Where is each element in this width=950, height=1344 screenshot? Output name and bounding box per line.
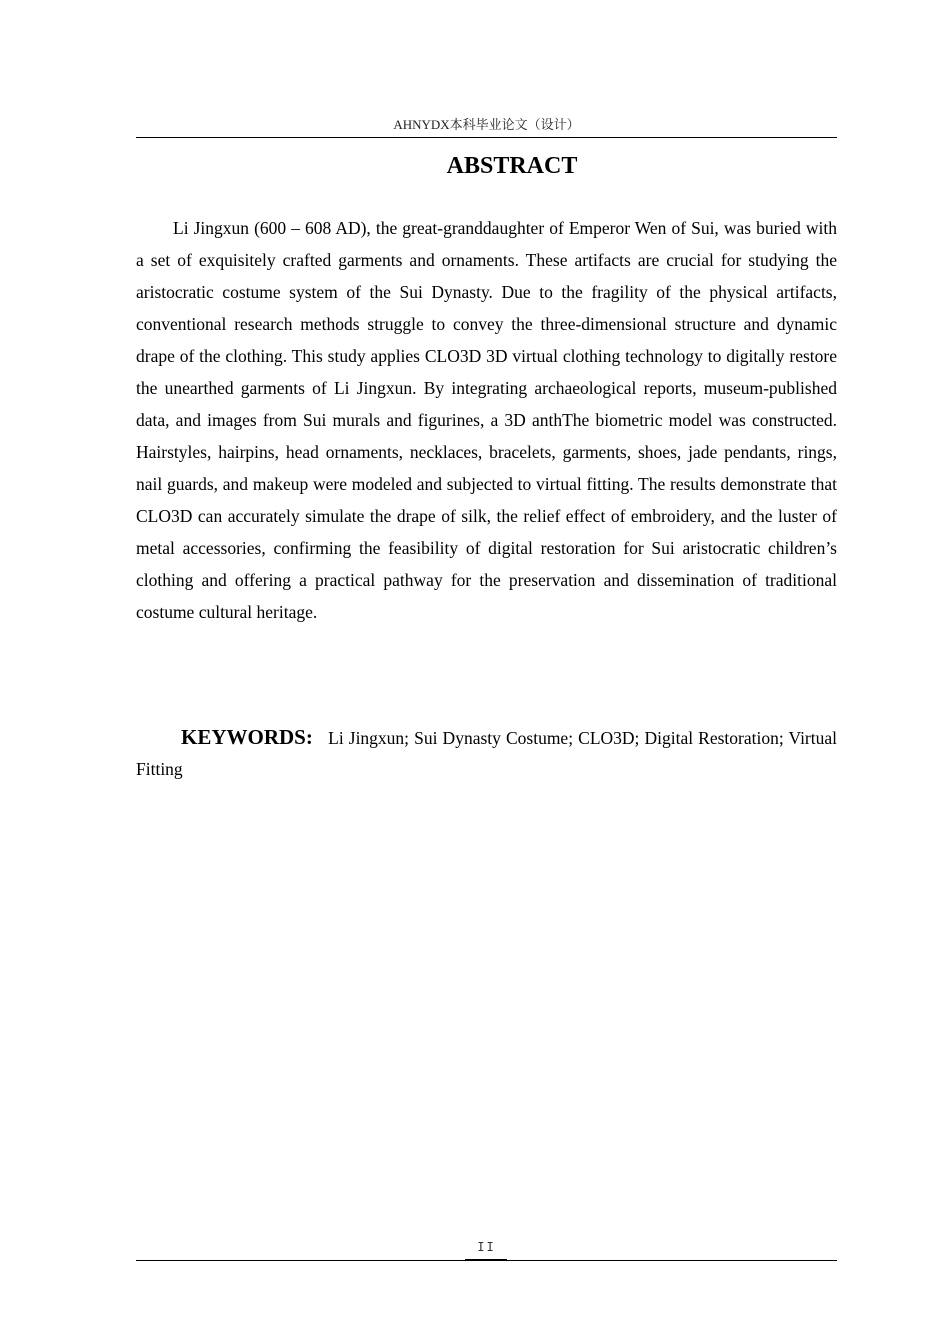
running-header: AHNYDX本科毕业论文（设计）: [393, 117, 580, 132]
header-rule: [136, 137, 837, 138]
footer-mark: [465, 1259, 507, 1261]
page-number: II: [477, 1240, 496, 1254]
keywords-label: KEYWORDS:: [181, 725, 313, 749]
abstract-title: ABSTRACT: [446, 153, 578, 179]
abstract-body: Li Jingxun (600 – 608 AD), the great-granddaughter of Emperor Wen of Sui, was buried with a set of exquisitely crafted garments and ornaments. These artifacts are crucial for studying the aristocratic costume system of the Sui Dynasty. Due to the fragility of the physical artifacts, conventional research methods struggle to convey the three-dimensional structure and dynamic drape of the clothing. This study applies CLO3D 3D virtual clothing technology to digitally restore the unearthed garments of Li Jingxun. By integrating archaeological reports, museum-published data, and images from Sui murals and figurines, a 3D anthThe biometric model was constructed. Hairstyles, hairpins, head ornaments, necklaces, bracelets, garments, shoes, jade pendants, rings, nail guards, and makeup were modeled and subjected to virtual fitting. The results demonstrate that CLO3D can accurately simulate the drape of silk, the relief effect of embroidery, and the luster of metal accessories, confirming the feasibility of digital restoration for Sui aristocratic children’s clothing and offering a practical pathway for the preservation and dissemination of traditional costume cultural heritage.: [136, 218, 837, 622]
keywords-paragraph: [136, 722, 837, 785]
keywords-text: Li Jingxun; Sui Dynasty Costume; CLO3D; Digital Restoration; Virtual Fitting: [136, 728, 838, 779]
